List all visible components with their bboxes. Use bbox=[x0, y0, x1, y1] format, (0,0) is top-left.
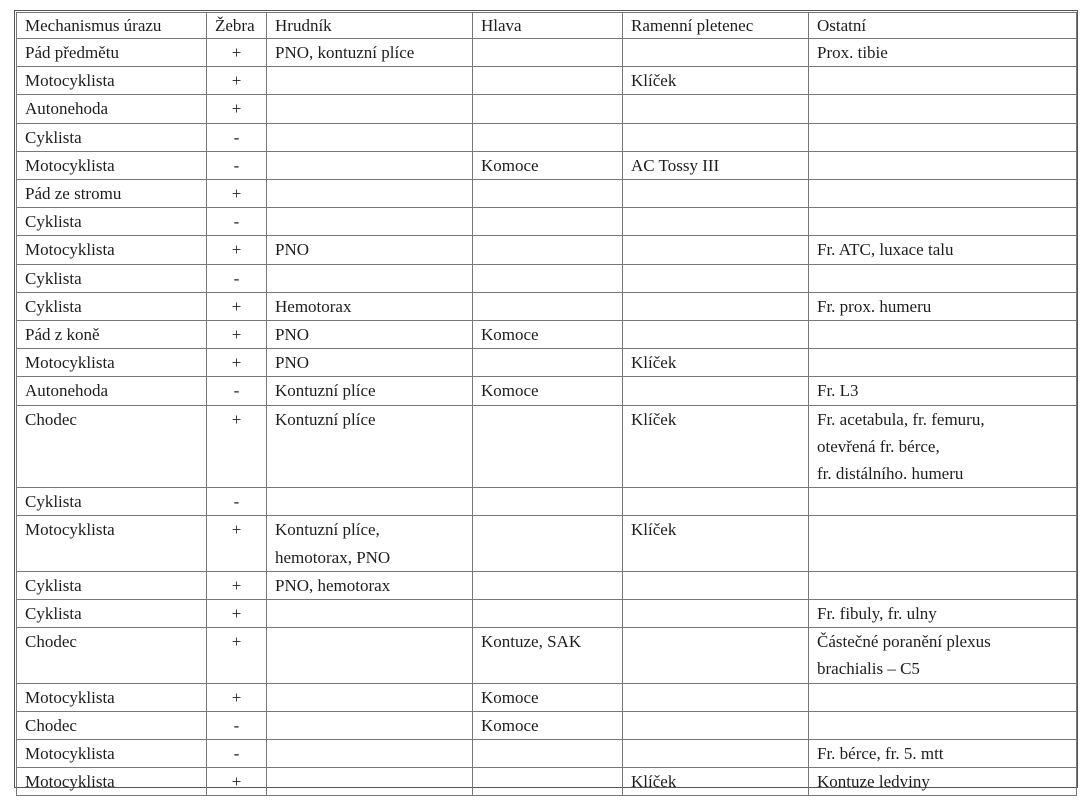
table-row bbox=[17, 151, 1077, 179]
cell-ribs: - bbox=[207, 377, 267, 405]
header-ribs: Žebra bbox=[207, 13, 267, 39]
cell-head bbox=[473, 67, 623, 95]
cell-head bbox=[473, 208, 623, 236]
cell-ribs: + bbox=[207, 39, 267, 67]
cell-shoulder-girdle: AC Tossy III bbox=[623, 151, 809, 179]
cell-head: Kontuze, SAK bbox=[473, 628, 623, 683]
table-row bbox=[17, 740, 1077, 768]
cell-shoulder-girdle: Klíček bbox=[623, 349, 809, 377]
cell-chest: PNO, hemotorax bbox=[267, 571, 473, 599]
cell-shoulder-girdle bbox=[623, 95, 809, 123]
cell-other bbox=[809, 349, 1077, 377]
cell-shoulder-girdle bbox=[623, 208, 809, 236]
cell-mechanism: Cyklista bbox=[17, 600, 207, 628]
table-row bbox=[17, 95, 1077, 123]
cell-other bbox=[809, 95, 1077, 123]
cell-chest: PNO bbox=[267, 236, 473, 264]
header-mechanism: Mechanismus úrazu bbox=[17, 13, 207, 39]
cell-shoulder-girdle bbox=[623, 180, 809, 208]
cell-chest bbox=[267, 123, 473, 151]
cell-chest bbox=[267, 711, 473, 739]
cell-ribs: + bbox=[207, 683, 267, 711]
cell-mechanism: Motocyklista bbox=[17, 151, 207, 179]
cell-head bbox=[473, 488, 623, 516]
cell-chest: PNO bbox=[267, 321, 473, 349]
cell-shoulder-girdle bbox=[623, 377, 809, 405]
cell-head bbox=[473, 180, 623, 208]
cell-line: brachialis – C5 bbox=[817, 659, 920, 679]
cell-head bbox=[473, 95, 623, 123]
cell-mechanism: Cyklista bbox=[17, 571, 207, 599]
table-row bbox=[17, 292, 1077, 320]
header-other: Ostatní bbox=[809, 13, 1077, 39]
cell-chest bbox=[267, 683, 473, 711]
cell-ribs: + bbox=[207, 321, 267, 349]
cell-mechanism: Motocyklista bbox=[17, 740, 207, 768]
cell-chest: PNO bbox=[267, 349, 473, 377]
cell-ribs: + bbox=[207, 571, 267, 599]
cell-mechanism: Cyklista bbox=[17, 264, 207, 292]
cell-head bbox=[473, 264, 623, 292]
table-body bbox=[17, 39, 1077, 796]
cell-line: Kontuzní plíce, bbox=[275, 520, 380, 540]
cell-other bbox=[809, 711, 1077, 739]
table-row bbox=[17, 683, 1077, 711]
cell-ribs: - bbox=[207, 123, 267, 151]
cell-mechanism: Autonehoda bbox=[17, 377, 207, 405]
cell-mechanism: Motocyklista bbox=[17, 67, 207, 95]
cell-ribs: + bbox=[207, 516, 267, 571]
table-row bbox=[17, 123, 1077, 151]
cell-shoulder-girdle bbox=[623, 571, 809, 599]
cell-mechanism: Chodec bbox=[17, 628, 207, 683]
cell-chest bbox=[267, 151, 473, 179]
table-row bbox=[17, 67, 1077, 95]
cell-chest: Hemotorax bbox=[267, 292, 473, 320]
table-row bbox=[17, 264, 1077, 292]
cell-head: Komoce bbox=[473, 711, 623, 739]
cell-line: fr. distálního. humeru bbox=[817, 464, 964, 484]
cell-other: Fr. ATC, luxace talu bbox=[809, 236, 1077, 264]
cell-chest bbox=[267, 180, 473, 208]
table-row bbox=[17, 180, 1077, 208]
cell-mechanism: Motocyklista bbox=[17, 516, 207, 571]
cell-head: Komoce bbox=[473, 151, 623, 179]
cell-other: Fr. prox. humeru bbox=[809, 292, 1077, 320]
cell-mechanism: Chodec bbox=[17, 405, 207, 488]
cell-ribs: + bbox=[207, 405, 267, 488]
cell-shoulder-girdle bbox=[623, 628, 809, 683]
cell-line: hemotorax, PNO bbox=[275, 547, 391, 567]
cell-other bbox=[809, 321, 1077, 349]
cell-head bbox=[473, 349, 623, 377]
cell-other bbox=[809, 488, 1077, 516]
table-row bbox=[17, 768, 1077, 796]
cell-mechanism: Chodec bbox=[17, 711, 207, 739]
cell-other bbox=[809, 683, 1077, 711]
cell-shoulder-girdle bbox=[623, 39, 809, 67]
cell-other bbox=[809, 67, 1077, 95]
cell-other: Kontuze ledviny bbox=[809, 768, 1077, 796]
cell-head bbox=[473, 768, 623, 796]
cell-ribs: + bbox=[207, 180, 267, 208]
cell-ribs: - bbox=[207, 208, 267, 236]
cell-head bbox=[473, 292, 623, 320]
cell-chest bbox=[267, 208, 473, 236]
table-row bbox=[17, 571, 1077, 599]
cell-head bbox=[473, 571, 623, 599]
cell-ribs: + bbox=[207, 768, 267, 796]
cell-mechanism: Motocyklista bbox=[17, 349, 207, 377]
cell-ribs: + bbox=[207, 95, 267, 123]
table-row bbox=[17, 236, 1077, 264]
cell-other bbox=[809, 208, 1077, 236]
table-row bbox=[17, 349, 1077, 377]
cell-shoulder-girdle: Klíček bbox=[623, 768, 809, 796]
cell-chest bbox=[267, 488, 473, 516]
cell-ribs: - bbox=[207, 740, 267, 768]
cell-shoulder-girdle bbox=[623, 123, 809, 151]
cell-other bbox=[809, 123, 1077, 151]
cell-mechanism: Autonehoda bbox=[17, 95, 207, 123]
cell-chest bbox=[267, 768, 473, 796]
cell-ribs: - bbox=[207, 151, 267, 179]
cell-mechanism: Motocyklista bbox=[17, 768, 207, 796]
table-row bbox=[17, 711, 1077, 739]
table-row bbox=[17, 377, 1077, 405]
cell-other: Fr. fibuly, fr. ulny bbox=[809, 600, 1077, 628]
cell-mechanism: Cyklista bbox=[17, 208, 207, 236]
cell-shoulder-girdle bbox=[623, 488, 809, 516]
cell-ribs: + bbox=[207, 600, 267, 628]
cell-line: otevřená fr. bérce, bbox=[817, 436, 940, 456]
cell-line: Fr. acetabula, fr. femuru, bbox=[817, 409, 985, 429]
cell-chest: Kontuzní plíce bbox=[267, 377, 473, 405]
table-row bbox=[17, 321, 1077, 349]
table-header-row bbox=[17, 13, 1077, 39]
cell-other bbox=[809, 628, 1077, 683]
cell-mechanism: Motocyklista bbox=[17, 683, 207, 711]
cell-ribs: + bbox=[207, 67, 267, 95]
table-row bbox=[17, 516, 1077, 571]
cell-mechanism: Pád z koně bbox=[17, 321, 207, 349]
cell-head bbox=[473, 516, 623, 571]
cell-chest bbox=[267, 95, 473, 123]
cell-mechanism: Cyklista bbox=[17, 123, 207, 151]
cell-chest bbox=[267, 740, 473, 768]
cell-ribs: + bbox=[207, 628, 267, 683]
cell-mechanism: Pád předmětu bbox=[17, 39, 207, 67]
header-head: Hlava bbox=[473, 13, 623, 39]
cell-ribs: + bbox=[207, 236, 267, 264]
cell-mechanism: Cyklista bbox=[17, 488, 207, 516]
cell-shoulder-girdle: Klíček bbox=[623, 405, 809, 488]
cell-head bbox=[473, 600, 623, 628]
cell-mechanism: Motocyklista bbox=[17, 236, 207, 264]
cell-chest: Kontuzní plíce bbox=[267, 405, 473, 488]
cell-shoulder-girdle bbox=[623, 236, 809, 264]
cell-shoulder-girdle bbox=[623, 264, 809, 292]
table-row bbox=[17, 600, 1077, 628]
cell-shoulder-girdle: Klíček bbox=[623, 516, 809, 571]
cell-chest bbox=[267, 67, 473, 95]
cell-line: Částečné poranění plexus bbox=[817, 632, 991, 652]
cell-chest bbox=[267, 628, 473, 683]
cell-shoulder-girdle: Klíček bbox=[623, 67, 809, 95]
cell-chest: PNO, kontuzní plíce bbox=[267, 39, 473, 67]
cell-other bbox=[809, 516, 1077, 571]
cell-ribs: - bbox=[207, 711, 267, 739]
cell-head bbox=[473, 123, 623, 151]
table-row bbox=[17, 39, 1077, 67]
cell-ribs: - bbox=[207, 488, 267, 516]
cell-other bbox=[809, 264, 1077, 292]
cell-head: Komoce bbox=[473, 683, 623, 711]
cell-chest bbox=[267, 516, 473, 571]
cell-other bbox=[809, 151, 1077, 179]
cell-head bbox=[473, 39, 623, 67]
cell-head: Komoce bbox=[473, 377, 623, 405]
cell-shoulder-girdle bbox=[623, 683, 809, 711]
cell-chest bbox=[267, 600, 473, 628]
cell-other: Fr. L3 bbox=[809, 377, 1077, 405]
cell-other bbox=[809, 180, 1077, 208]
cell-mechanism: Cyklista bbox=[17, 292, 207, 320]
header-chest: Hrudník bbox=[267, 13, 473, 39]
header-shoulder-girdle: Ramenní pletenec bbox=[623, 13, 809, 39]
cell-ribs: - bbox=[207, 264, 267, 292]
cell-ribs: + bbox=[207, 349, 267, 377]
injury-table bbox=[16, 12, 1077, 796]
cell-mechanism: Pád ze stromu bbox=[17, 180, 207, 208]
cell-shoulder-girdle bbox=[623, 740, 809, 768]
cell-head bbox=[473, 405, 623, 488]
cell-other bbox=[809, 571, 1077, 599]
cell-other: Fr. bérce, fr. 5. mtt bbox=[809, 740, 1077, 768]
table-row bbox=[17, 208, 1077, 236]
table-row bbox=[17, 405, 1077, 488]
cell-head bbox=[473, 740, 623, 768]
table-row bbox=[17, 488, 1077, 516]
cell-other bbox=[809, 405, 1077, 488]
cell-shoulder-girdle bbox=[623, 711, 809, 739]
cell-chest bbox=[267, 264, 473, 292]
cell-shoulder-girdle bbox=[623, 321, 809, 349]
cell-head bbox=[473, 236, 623, 264]
cell-shoulder-girdle bbox=[623, 600, 809, 628]
cell-ribs: + bbox=[207, 292, 267, 320]
cell-head: Komoce bbox=[473, 321, 623, 349]
table-row bbox=[17, 628, 1077, 683]
cell-shoulder-girdle bbox=[623, 292, 809, 320]
cell-other: Prox. tibie bbox=[809, 39, 1077, 67]
